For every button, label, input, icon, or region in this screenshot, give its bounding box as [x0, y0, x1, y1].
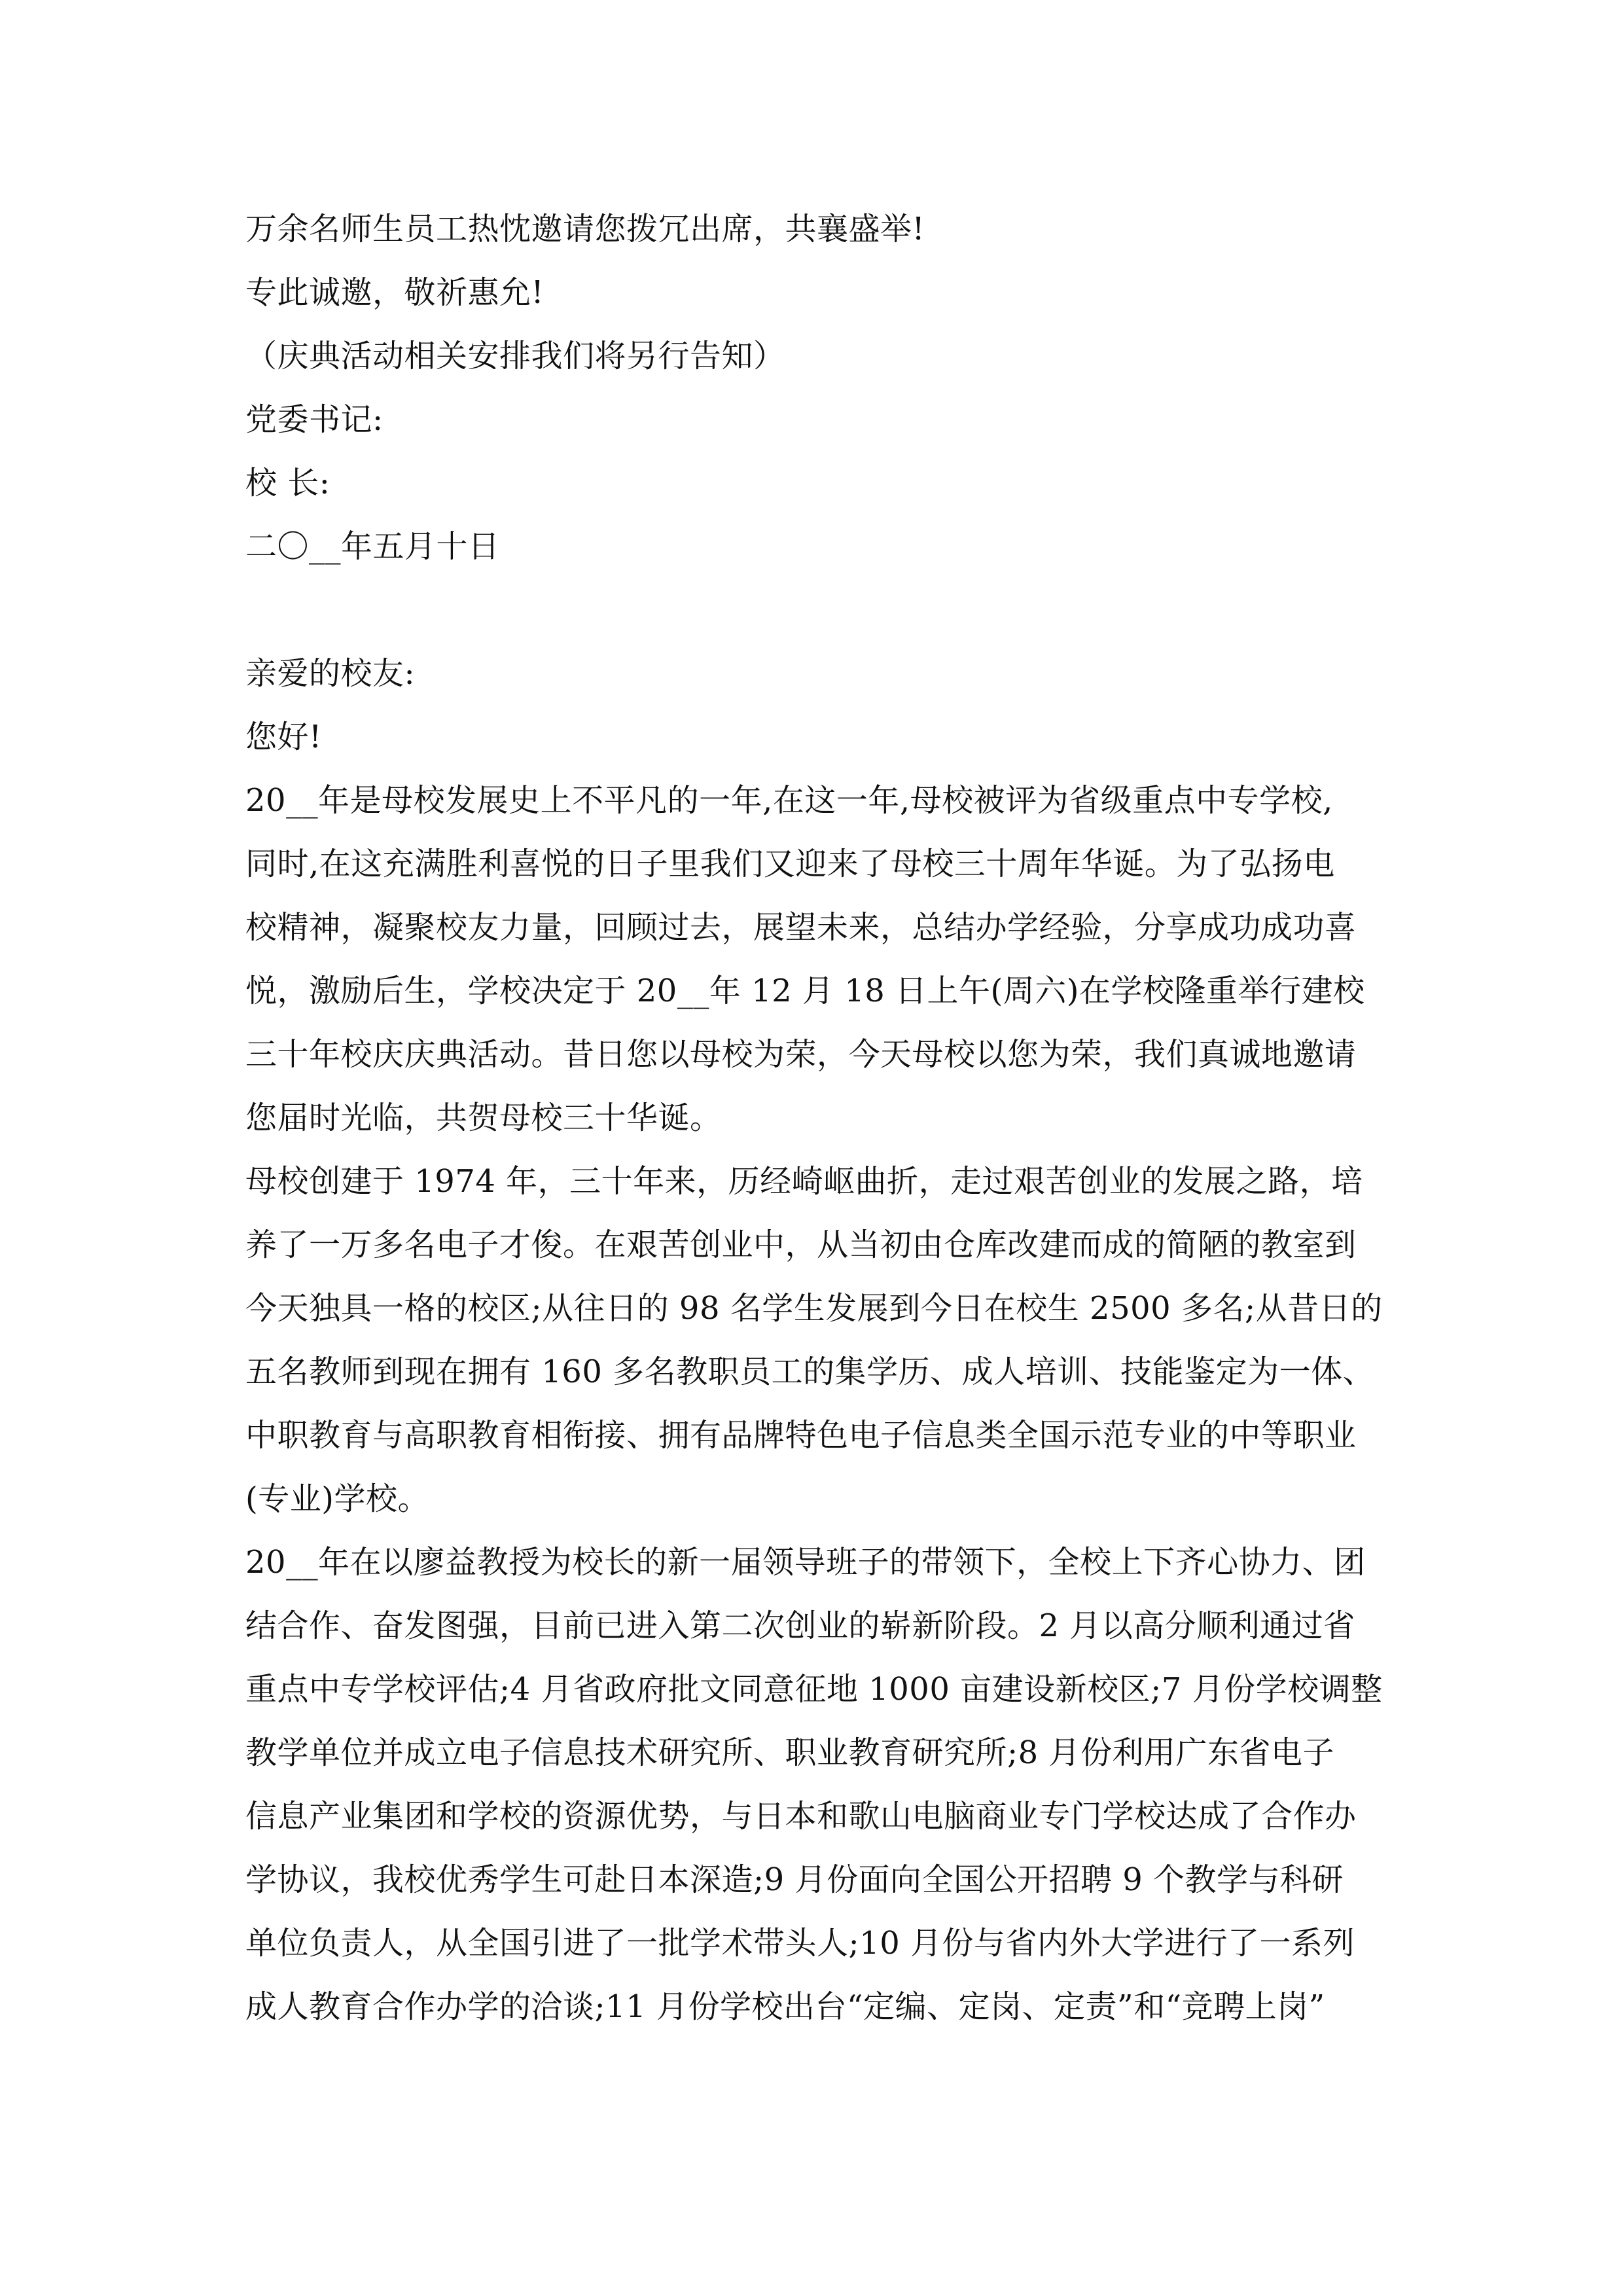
paragraph-line: 中职教育与高职教育相衔接、拥有品牌特色电子信息类全国示范专业的中等职业 [245, 1417, 1357, 1454]
invitation-line: 万余名师生员工热忱邀请您拨冗出席，共襄盛举! [245, 211, 925, 247]
paragraph-line: 单位负责人，从全国引进了一批学术带头人;10 月份与省内外大学进行了一系列 [245, 1925, 1355, 1962]
paragraph-line: 重点中专学校评估;4 月省政府批文同意征地 1000 亩建设新校区;7 月份学校调整 [245, 1671, 1383, 1708]
paragraph-line: 信息产业集团和学校的资源优势，与日本和歌山电脑商业专门学校达成了合作办 [245, 1798, 1357, 1835]
paragraph-line: 教学单位并成立电子信息技术研究所、职业教育研究所;8 月份利用广东省电子 [245, 1734, 1334, 1771]
paragraph-line: 学协议，我校优秀学生可赴日本深造;9 月份面向全国公开招聘 9 个教学与科研 [245, 1861, 1344, 1898]
paragraph-line: 20__年是母校发展史上不平凡的一年,在这一年,母校被评为省级重点中专学校, [245, 782, 1333, 819]
greeting: 您好! [245, 719, 322, 755]
salutation: 亲爱的校友: [245, 655, 416, 692]
paragraph-line: 20__年在以廖益教授为校长的新一届领导班子的带领下，全校上下齐心协力、团 [245, 1544, 1366, 1581]
signature-party-secretary: 党委书记: [245, 401, 383, 438]
document-body [245, 198, 1381, 2039]
invitation-line: 专此诚邀，敬祈惠允! [245, 274, 544, 311]
paragraph-1 [245, 769, 1381, 1150]
paragraph-line: 同时,在这充满胜利喜悦的日子里我们又迎来了母校三十周年华诞。为了弘扬电 [245, 846, 1335, 882]
paragraph-line: 今天独具一格的校区;从往日的 98 名学生发展到今日在校生 2500 多名;从昔日的 [245, 1290, 1383, 1327]
paragraph-line: 校精神，凝聚校友力量，回顾过去，展望未来，总结办学经验，分享成功成功喜 [245, 909, 1357, 946]
paragraph-line: 成人教育合作办学的洽谈;11 月份学校出台“定编、定岗、定责”和“竞聘上岗” [245, 1988, 1325, 2025]
invitation-date: 二〇__年五月十日 [245, 528, 500, 565]
paragraph-line: 您届时光临，共贺母校三十华诞。 [245, 1100, 722, 1136]
paragraph-line: 五名教师到现在拥有 160 多名教职员工的集学历、成人培训、技能鉴定为一体、 [245, 1354, 1375, 1390]
signature-principal: 校 长: [245, 465, 330, 501]
paragraph-line: (专业)学校。 [245, 1480, 429, 1517]
section-gap [245, 579, 1381, 642]
paragraph-line: 结合作、奋发图强，目前已进入第二次创业的崭新阶段。2 月以高分顺利通过省 [245, 1607, 1355, 1644]
paragraph-3 [245, 1531, 1381, 2039]
paragraph-line: 三十年校庆庆典活动。昔日您以母校为荣，今天母校以您为荣，我们真诚地邀请 [245, 1036, 1357, 1073]
paragraph-2 [245, 1150, 1381, 1531]
invitation-note: （庆典活动相关安排我们将另行告知） [245, 338, 785, 374]
paragraph-line: 养了一万多名电子才俊。在艰苦创业中，从当初由仓库改建而成的简陋的教室到 [245, 1227, 1357, 1263]
paragraph-line: 悦，激励后生，学校决定于 20__年 12 月 18 日上午(周六)在学校隆重举行建校 [245, 973, 1365, 1009]
paragraph-line: 母校创建于 1974 年，三十年来，历经崎岖曲折，走过艰苦创业的发展之路，培 [245, 1163, 1363, 1200]
